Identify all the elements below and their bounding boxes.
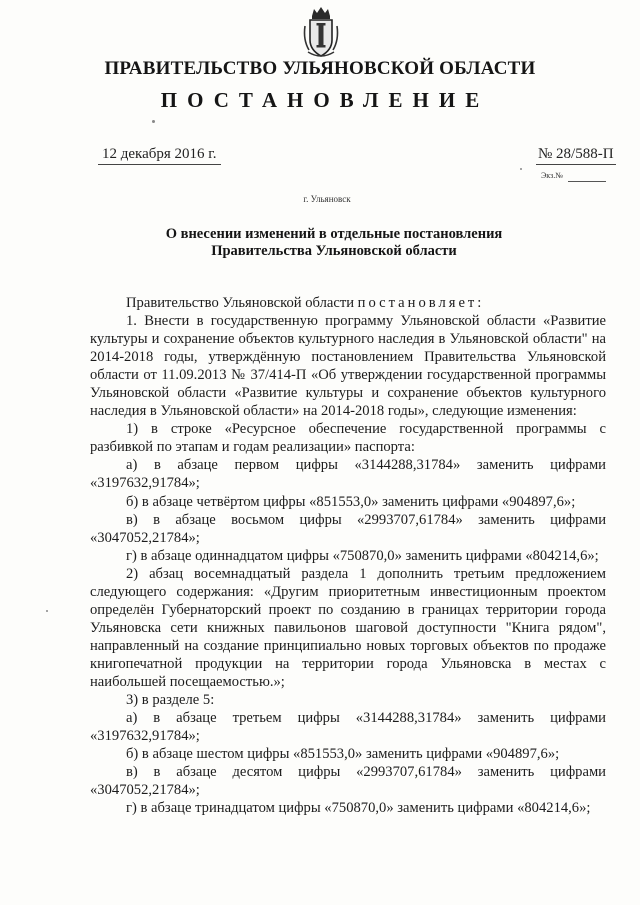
coat-of-arms-icon (302, 6, 340, 60)
paragraph-1-1-b: б) в абзаце четвёртом цифры «851553,0» заменить цифрами «904897,6»; (126, 493, 576, 510)
paragraph-1-1: 1) в строке «Ресурсное обеспечение государственной программы с разбивкой по этапам и годам реализации» паспорта: (90, 421, 606, 456)
subject-line-2: Правительства Ульяновской области (211, 243, 457, 259)
subject-line-1: О внесении изменений в отдельные постановления (165, 226, 503, 242)
paragraph-1-3-v: в) в абзаце десятом цифры «2993707,61784» заменить цифрами «3047052,21784»; (90, 764, 606, 799)
city-name: г. Ульяновск (303, 194, 351, 204)
document-date: 12 декабря 2016 г. (98, 146, 221, 165)
document-subject (0, 226, 640, 260)
intro-decree-word: постановляет: (357, 295, 485, 311)
paragraph-1-3: 3) в разделе 5: (126, 692, 215, 709)
intro-paragraph (90, 294, 606, 312)
paragraph-1-1-a: а) в абзаце первом цифры «3144288,31784» заменить цифрами «3197632,91784»; (90, 457, 606, 492)
paragraph-1-3-a: а) в абзаце третьем цифры «3144288,31784» заменить цифрами «3197632,91784»; (90, 710, 606, 745)
paragraph-1-1-g: г) в абзаце одиннадцатом цифры «750870,0» заменить цифрами «804214,6»; (126, 547, 599, 564)
document-type-title: ПОСТАНОВЛЕНИЕ (160, 88, 490, 112)
scan-speck (46, 610, 48, 612)
document-body (90, 294, 606, 817)
paragraph-1-2: 2) абзац восемнадцатый раздела 1 дополнить третьим предложением следующего содержания: «Другим приоритетным инвестиционным проектом определён Губернаторский проект по созданию в границах территории города Ульяновска сети книжных павильонов шаговой доступности "Книга рядом", направленный на создание принципиально новых торговых объектов по продаже книгопечатной продукции на территории города Ульяновска в местах с наибольшей посещаемостью.»; (90, 565, 606, 690)
document-number: № 28/588-П (536, 146, 616, 165)
government-title: ПРАВИТЕЛЬСТВО УЛЬЯНОВСКОЙ ОБЛАСТИ (104, 58, 536, 79)
copy-number-line (568, 181, 606, 182)
paragraph-1-1-v: в) в абзаце восьмом цифры «2993707,61784» заменить цифрами «3047052,21784»; (90, 511, 606, 546)
intro-text: Правительство Ульяновской области (126, 295, 358, 311)
paragraph-1: 1. Внести в государственную программу Ульяновской области «Развитие культуры и сохранение объектов культурного наследия в Ульяновской области" на 2014-2018 годы, утверждённую постановлением Правительства Ульяновской области от 11.09.2013 № 37/414-П «Об утверждении государственной программы Ульяновской области «Развитие культуры и сохранение объектов культурного наследия в Ульяновской области» на 2014-2018 годы», следующие изменения: (90, 313, 606, 420)
paragraph-1-3-g: г) в абзаце тринадцатом цифры «750870,0» заменить цифрами «804214,6»; (126, 800, 591, 817)
copy-number-label: Экз.№ (541, 171, 563, 180)
paragraph-1-3-b: б) в абзаце шестом цифры «851553,0» заменить цифрами «904897,6»; (126, 746, 560, 763)
scan-speck (152, 120, 155, 123)
scan-speck (520, 168, 522, 170)
